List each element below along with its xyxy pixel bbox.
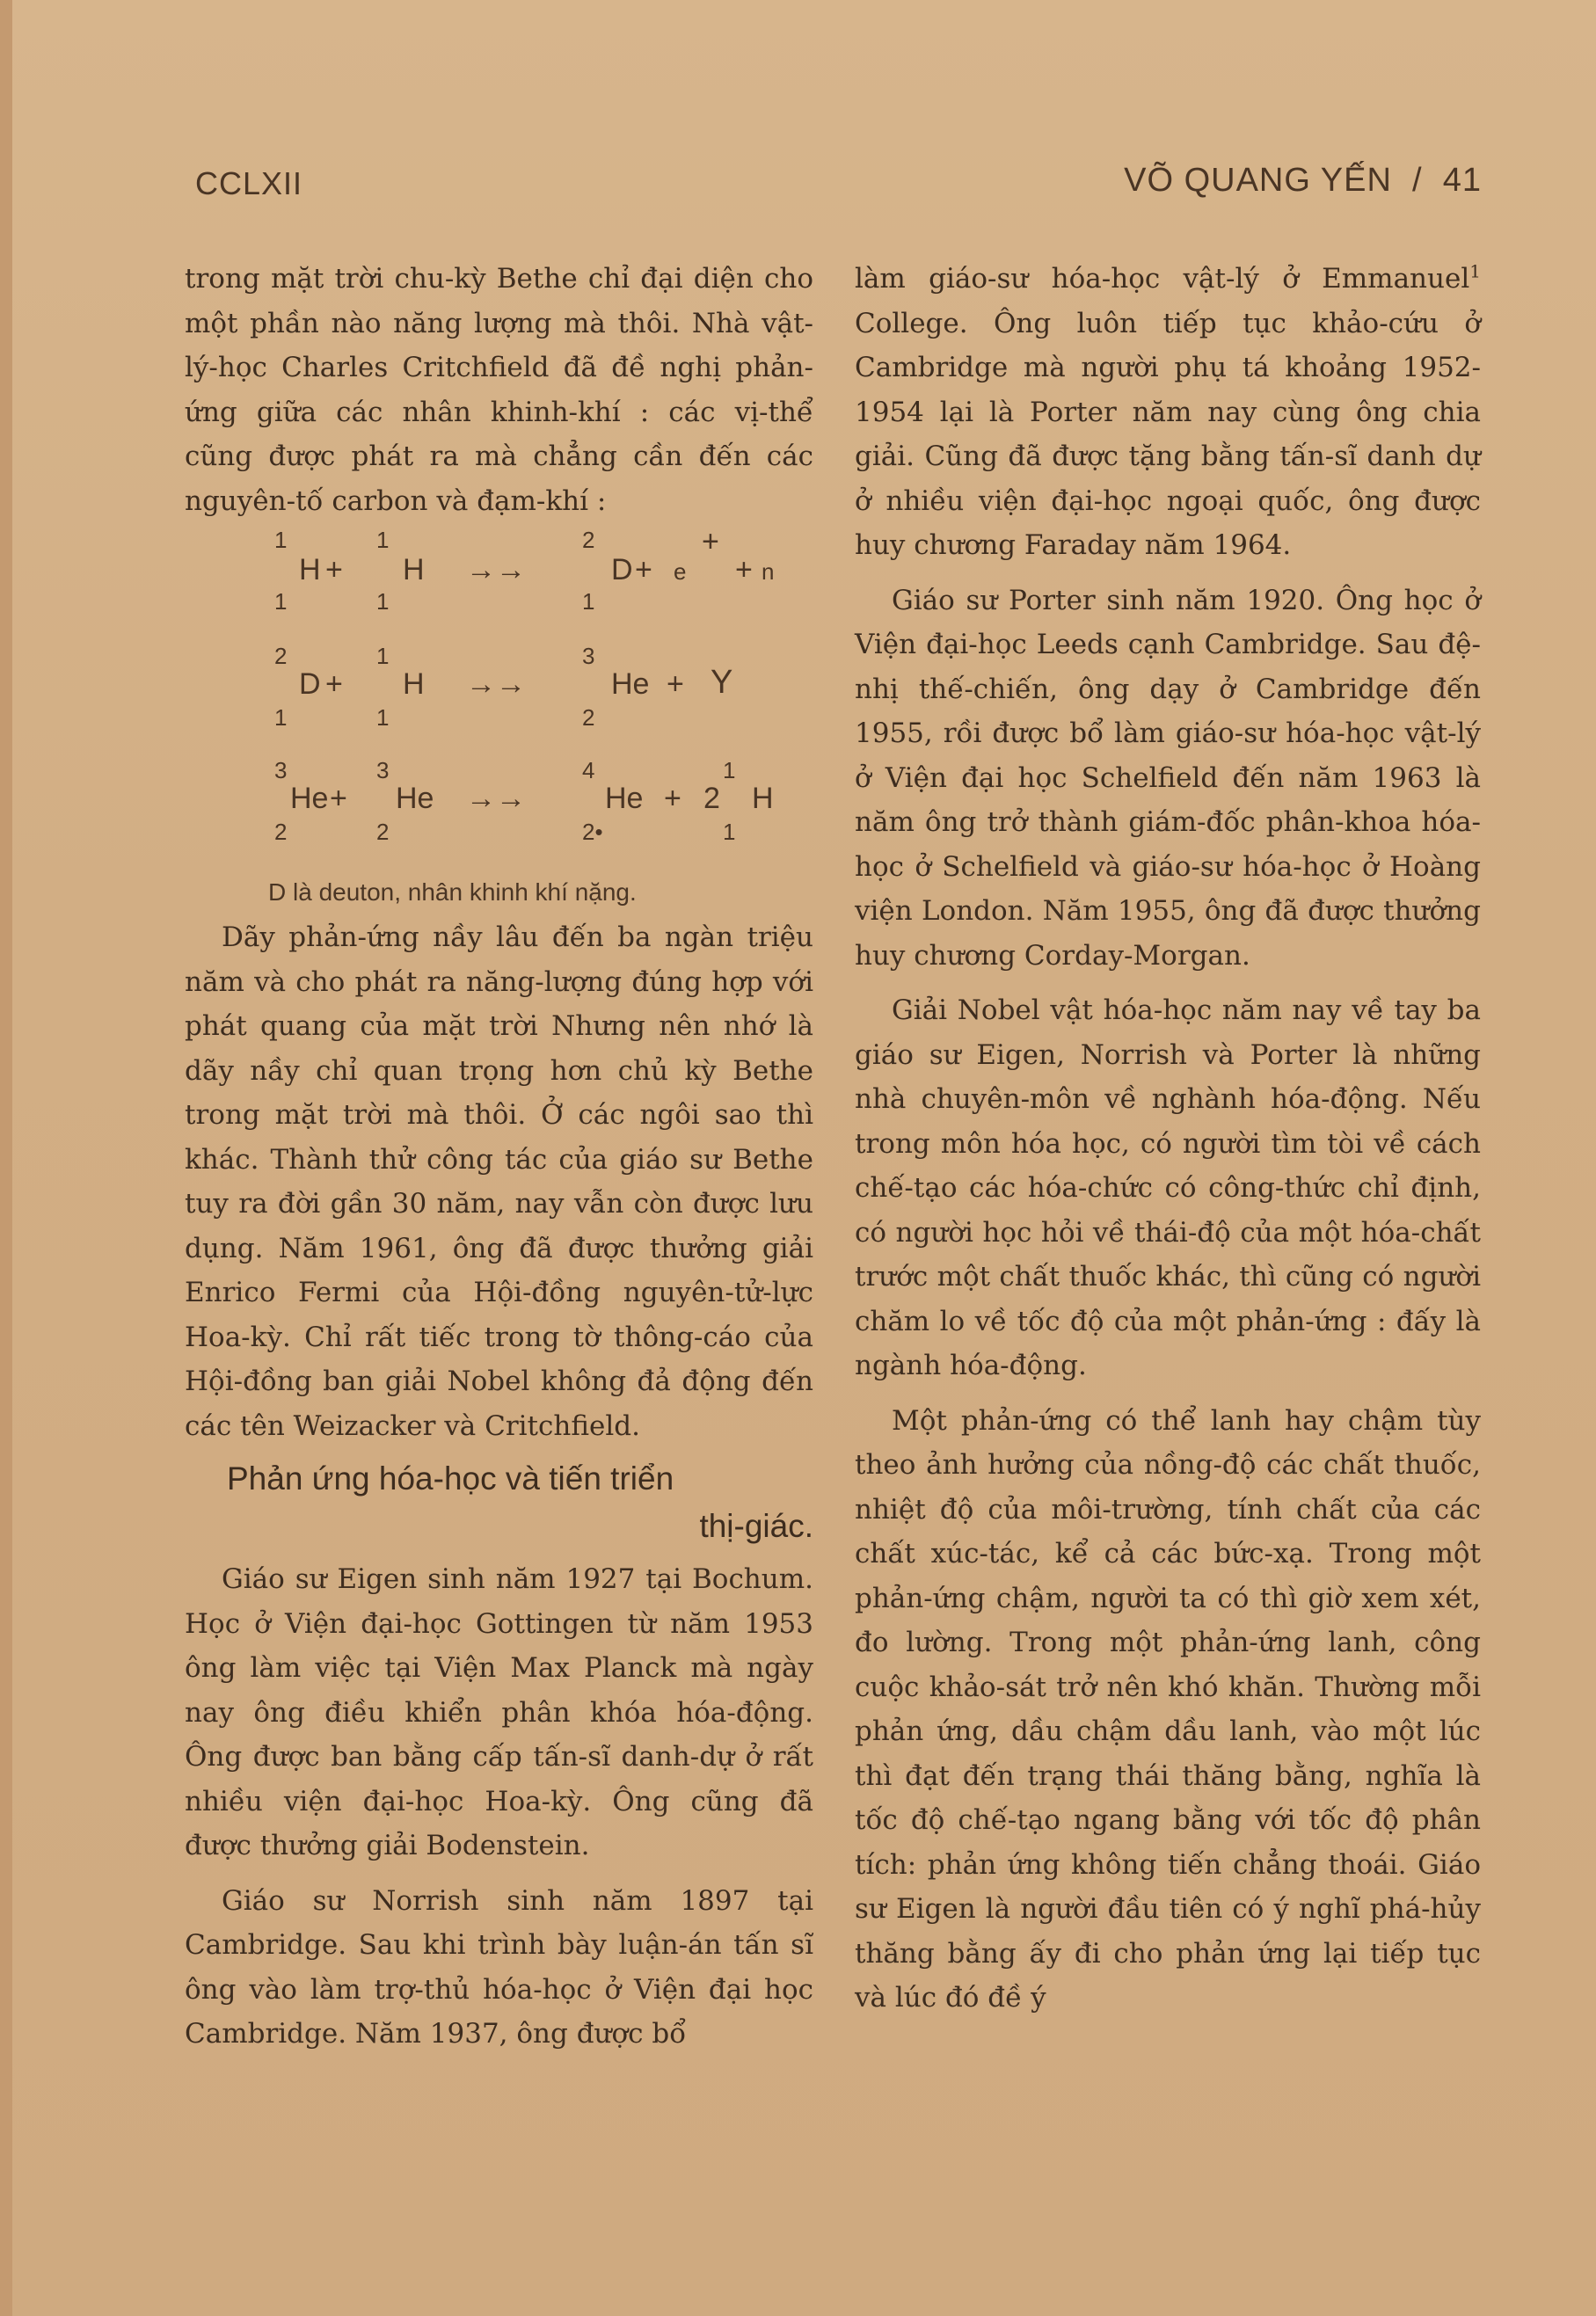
section-title-line-2: thị-giác.: [699, 1508, 813, 1544]
section-title: [185, 1455, 813, 1550]
page-header-code: CCLXII: [195, 165, 303, 201]
r3-p-bot: 2•: [582, 819, 603, 845]
r1-plus3: +: [735, 553, 753, 586]
r1-a: H: [299, 553, 321, 586]
r3-b: He: [396, 782, 434, 815]
r1-p: D: [611, 553, 633, 586]
r1-plus: +: [325, 553, 343, 586]
right-intro-start: làm giáo-sư hóa-học vật-lý ở Emmanuel: [855, 263, 1470, 295]
r2-p: He: [611, 667, 650, 701]
r1-b-top: 1: [376, 527, 390, 553]
r2-plus2: +: [667, 667, 684, 701]
reaction-formulas: [185, 525, 813, 873]
r3-p-top: 4: [582, 757, 595, 783]
formula-note: D là deuton, nhân khinh khí nặng.: [268, 878, 637, 906]
r1-e: e: [674, 558, 687, 585]
r1-p-top: 2: [582, 527, 595, 553]
right-column: [855, 257, 1481, 2021]
right-paragraph-3: Một phản-ứng có thể lanh hay chậm tùy theo ảnh hưởng của nồng-độ các chất thuốc, nhiệt độ của môi-trường, tính chất của các chất xúc-tác, kể cả các bức-xạ. Trong một phản-ứng chậm, người ta có thì giờ xem xét, đo lường. Trong một phản-ứng lanh, công cuộc khảo-sát trở nên khó khăn. Thường mỗi phản ứng, dầu chậm dầu lanh, vào một lúc thì đạt đến trạng thái thăng bằng, nghĩa là tốc độ chế-tạo ngang bằng với tốc độ phân tích: phản ứng không tiến chẳng thoái. Giáo sư Eigen là người đầu tiên có ý nghĩ phá-hủy thăng bằng ấy đi cho phản ứng lại tiếp tục và lúc đó đề ý: [855, 1404, 1481, 2014]
r1-plus2: +: [635, 553, 652, 586]
left-paragraph-2: Giáo sư Eigen sinh năm 1927 tại Bochum. Học ở Viện đại-học Gottingen từ năm 1953 ông làm việc tại Viện Max Planck mà ngày nay ông điều khiển phân khóa hóa-động. Ông được ban bằng cấp tấn-sĩ danh-dự ở rất nhiều viện đại-học Hoa-kỳ. Ông cũng đã được thưởng giải Bodenstein.: [185, 1563, 813, 1861]
r3-a-top: 3: [274, 757, 288, 783]
page-edge: [0, 0, 12, 2316]
right-intro-paragraph: [855, 257, 1481, 568]
r2-b-top: 1: [376, 643, 390, 669]
r3-coef: 2: [703, 782, 720, 815]
left-column: [185, 257, 813, 2057]
left-paragraph-3: Giáo sư Norrish sinh năm 1897 tại Cambridge. Sau khi trình bày luận-án tấn sĩ ông vào làm trợ-thủ hóa-học ở Viện đại học Cambridge. Năm 1937, ông được bổ: [185, 1884, 813, 2050]
r3-b-bot: 2: [376, 819, 390, 845]
r3-p: He: [605, 782, 644, 815]
left-intro-paragraph: trong mặt trời chu-kỳ Bethe chỉ đại diện cho một phần nào năng lượng mà thôi. Nhà vật-lý-học Charles Critchfield đã đề nghị phản-ứng giữa các nhân khinh-khí : các vị-thể cũng được phát ra mà chẳng cần đến các nguyên-tố carbon và đạm-khí :: [185, 263, 813, 517]
r2-a: D: [299, 667, 321, 701]
r1-p-bot: 1: [582, 588, 595, 615]
r2-arrow: →→: [466, 667, 526, 701]
r3-q-top: 1: [723, 757, 736, 783]
r1-arrow: →→: [466, 553, 526, 586]
r2-p-bot: 2: [582, 704, 595, 731]
section-title-line-1: Phản ứng hóa-học và tiến triển: [227, 1460, 674, 1497]
r3-a: He: [290, 782, 329, 815]
r1-positron-plus: +: [702, 525, 719, 558]
r1-a-top: 1: [274, 527, 288, 553]
r3-plus2: +: [664, 782, 681, 815]
r2-plus: +: [325, 667, 343, 701]
r2-gamma: Y: [711, 664, 733, 701]
r2-a-top: 2: [274, 643, 288, 669]
r2-b-bot: 1: [376, 704, 390, 731]
r3-q: H: [752, 782, 774, 815]
paragraph-gap: [185, 1868, 813, 1879]
r1-b-bot: 1: [376, 588, 390, 615]
left-paragraph-1: Dãy phản-ứng nầy lâu đến ba ngàn triệu năm và cho phát ra năng-lượng đúng hợp với phát quang của mặt trời Nhưng nên nhớ là dãy nầy chỉ quan trọng hơn chủ kỳ Bethe trong mặt trời mà thôi. Ở các ngôi sao thì khác. Thành thử công tác của giáo sư Bethe tuy ra đời gần 30 năm, nay vẫn còn được lưu dụng. Năm 1961, ông đã được thưởng giải Enrico Fermi của Hội-đồng nguyên-tử-lực Hoa-kỳ. Chỉ rất tiếc trong tờ thông-cáo của Hội-đồng ban giải Nobel không đả động đến các tên Weizacker và Critchfield.: [185, 921, 813, 1442]
page-header-author-page: VÕ QUANG YẾN / 41: [1124, 162, 1482, 199]
r1-a-bot: 1: [274, 588, 288, 615]
right-paragraph-1: Giáo sư Porter sinh năm 1920. Ông học ở Viện đại-học Leeds cạnh Cambridge. Sau đệ-nhị thế-chiến, ông dạy ở Cambridge đến 1955, rồi được bổ làm giáo-sư hóa-học vật-lý ở Viện đại học Schelfield đến năm 1963 là năm ông trở thành giám-đốc phân-khoa hóa-học ở Schelfield và giáo-sư hóa-học ở Hoàng viện London. Năm 1955, ông đã được thưởng huy chương Corday-Morgan.: [855, 584, 1481, 972]
right-paragraph-2: Giải Nobel vật hóa-học năm nay về tay ba giáo sư Eigen, Norrish và Porter là những nhà chuyên-môn về nghành hóa-động. Nếu trong môn hóa học, có người tìm tòi về cách chế-tạo các hóa-chức có công-thức chỉ định, có người học hỏi về thái-độ của một hóa-chất trước một chất thuốc khác, thì cũng có người chăm lo về tốc độ của một phản-ứng : đấy là ngành hóa-động.: [855, 994, 1481, 1381]
r2-b: H: [403, 667, 425, 701]
r3-a-bot: 2: [274, 819, 288, 845]
r2-a-bot: 1: [274, 704, 288, 731]
right-intro-rest: College. Ông luôn tiếp tục khảo-cứu ở Cambridge mà người phụ tá khoảng 1952-1954 lại là Porter năm nay cùng ông chia giải. Cũng đã được tặng bằng tấn-sĩ danh dự ở nhiều viện đại-học ngoại quốc, ông được huy chương Faraday năm 1964.: [855, 307, 1481, 561]
r1-b: H: [403, 553, 425, 586]
paragraph-gap: [855, 978, 1481, 988]
r3-q-bot: 1: [723, 819, 736, 845]
footnote-marker: 1: [1469, 260, 1481, 282]
r2-p-top: 3: [582, 643, 595, 669]
r3-plus: +: [330, 782, 347, 815]
r1-n: n: [762, 558, 775, 585]
paragraph-gap: [855, 1388, 1481, 1399]
paragraph-gap: [855, 568, 1481, 579]
r3-arrow: →→: [466, 782, 526, 815]
r3-b-top: 3: [376, 757, 390, 783]
